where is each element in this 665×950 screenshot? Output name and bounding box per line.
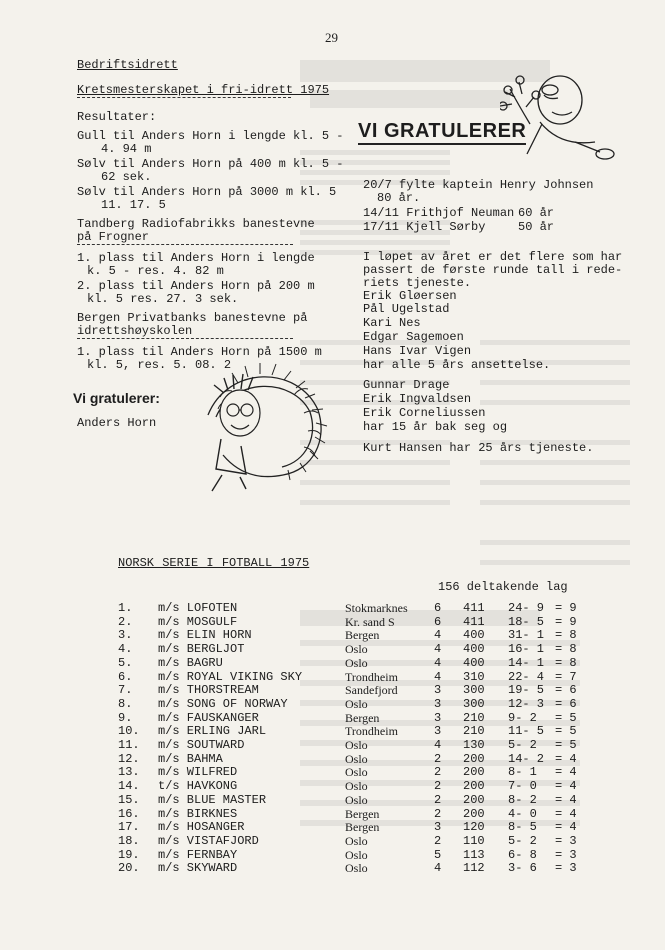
table-cell-w: 200 xyxy=(463,806,485,821)
championship-title: Kretsmesterskapet i fri-idrett 1975 xyxy=(77,83,330,97)
result-line: 62 sek. xyxy=(101,170,152,184)
table-cell-pts: = 4 xyxy=(555,779,577,794)
gratulerer-heading: Vi gratulerer: xyxy=(73,390,160,406)
table-cell-score: 4- 0 xyxy=(508,806,537,821)
table-cell-g: 3 xyxy=(434,710,442,725)
birthday-text: fylte kaptein Henry Johnsen xyxy=(399,178,594,192)
table-cell-score: 5- 2 xyxy=(508,833,537,848)
birthday-age: 50 år xyxy=(518,220,555,234)
employee-name: Kari Nes xyxy=(363,316,421,330)
table-cell-w: 300 xyxy=(463,696,485,711)
closing-line: Kurt Hansen har 25 års tjeneste. xyxy=(363,441,594,455)
table-cell-w: 200 xyxy=(463,779,485,794)
event2-title: Bergen Privatbanks banestevne på xyxy=(77,311,308,325)
table-cell-ship: m/s WILFRED xyxy=(158,765,238,780)
table-cell-pts: = 4 xyxy=(555,820,577,835)
table-cell-city: Sandefjord xyxy=(345,683,398,698)
table-cell-g: 2 xyxy=(434,779,442,794)
table-cell-g: 3 xyxy=(434,683,442,698)
table-cell-score: 14- 1 xyxy=(508,655,545,670)
table-cell-g: 6 xyxy=(434,614,442,629)
table-cell-w: 130 xyxy=(463,738,485,752)
table-cell-g: 3 xyxy=(434,696,442,711)
table-cell-score: 5- 2 xyxy=(508,738,537,752)
table-cell-g: 2 xyxy=(434,833,442,848)
table-cell-n: 13. xyxy=(118,765,140,780)
table-cell-n: 14. xyxy=(118,779,140,794)
table-cell-w: 310 xyxy=(463,669,485,684)
table-cell-n: 16. xyxy=(118,806,140,821)
table-cell-n: 12. xyxy=(118,751,140,766)
table-cell-city: Stokmarknes xyxy=(345,601,408,615)
table-cell-pts: = 5 xyxy=(555,710,577,725)
table-cell-g: 4 xyxy=(434,642,442,657)
table-cell-ship: m/s SKYWARD xyxy=(158,861,238,876)
event2-title xyxy=(77,324,293,339)
table-cell-ship: m/s ERLING JARL xyxy=(158,724,267,739)
birthday-item xyxy=(363,178,593,192)
table-cell-ship: m/s SOUTWARD xyxy=(158,738,245,752)
table-cell-n: 9. xyxy=(118,710,133,725)
table-cell-city: Oslo xyxy=(345,751,368,766)
table-cell-pts: = 8 xyxy=(555,655,577,670)
employee-name: Erik Corneliussen xyxy=(363,406,486,420)
table-cell-ship: m/s BAHMA xyxy=(158,751,223,766)
table-cell-g: 5 xyxy=(434,847,442,862)
table-cell-score: 7- 0 xyxy=(508,779,537,794)
table-cell-pts: = 3 xyxy=(555,833,577,848)
table-cell-w: 110 xyxy=(463,833,485,848)
result-line: 4. 94 m xyxy=(101,142,152,156)
birthday-age: 80 år. xyxy=(377,191,421,205)
table-cell-n: 10. xyxy=(118,724,140,739)
table-cell-g: 2 xyxy=(434,765,442,780)
table-cell-w: 400 xyxy=(463,642,485,657)
table-cell-score: 19- 5 xyxy=(508,683,545,698)
table-cell-ship: m/s ROYAL VIKING SKY xyxy=(158,669,303,684)
table-cell-w: 411 xyxy=(463,614,485,629)
result-line: 1. plass til Anders Horn på 1500 m xyxy=(77,345,322,359)
table-cell-n: 2. xyxy=(118,614,133,629)
intro-line: passert de første runde tall i rede- xyxy=(363,263,623,277)
table-cell-city: Oslo xyxy=(345,655,368,670)
table-cell-ship: m/s BLUE MASTER xyxy=(158,792,267,807)
table-cell-city: Bergen xyxy=(345,628,380,643)
title-dashes xyxy=(77,97,291,98)
intro-line: I løpet av året er det flere som har xyxy=(363,250,623,264)
participant-count: 156 deltakende lag xyxy=(438,580,568,594)
table-title: NORSK SERIE I FOTBALL 1975 xyxy=(118,556,310,570)
table-cell-pts: = 9 xyxy=(555,601,577,615)
result-line: Sølv til Anders Horn på 400 m kl. 5 - xyxy=(77,157,344,171)
birthday-item xyxy=(363,220,485,234)
result-line: 2. plass til Anders Horn på 200 m xyxy=(77,279,315,293)
table-cell-pts: = 3 xyxy=(555,847,577,862)
table-cell-w: 113 xyxy=(463,847,485,862)
tenure-line: har alle 5 års ansettelse. xyxy=(363,358,551,372)
table-cell-city: Oslo xyxy=(345,738,368,752)
result-line: 11. 17. 5 xyxy=(101,198,166,212)
table-cell-ship: m/s THORSTREAM xyxy=(158,683,259,698)
table-cell-score: 14- 2 xyxy=(508,751,545,766)
table-cell-n: 18. xyxy=(118,833,140,848)
table-cell-score: 3- 6 xyxy=(508,861,537,876)
table-cell-pts: = 8 xyxy=(555,628,577,643)
table-cell-g: 2 xyxy=(434,792,442,807)
table-cell-n: 7. xyxy=(118,683,133,698)
employee-name: Hans Ivar Vigen xyxy=(363,344,472,358)
table-cell-pts: = 6 xyxy=(555,696,577,711)
table-cell-score: 24- 9 xyxy=(508,601,545,615)
birthday-date: 20/7 xyxy=(363,178,392,192)
table-cell-ship: t/s HAVKONG xyxy=(158,779,238,794)
laurel-wreath-cartoon-icon xyxy=(188,355,333,495)
table-cell-pts: = 4 xyxy=(555,806,577,821)
table-cell-score: 9- 2 xyxy=(508,710,537,725)
table-cell-city: Oslo xyxy=(345,696,368,711)
table-cell-pts: = 7 xyxy=(555,669,577,684)
table-cell-n: 5. xyxy=(118,655,133,670)
table-cell-score: 16- 1 xyxy=(508,642,545,657)
table-cell-g: 4 xyxy=(434,861,442,876)
table-cell-g: 4 xyxy=(434,655,442,670)
table-cell-city: Trondheim xyxy=(345,724,398,739)
table-cell-g: 6 xyxy=(434,601,442,615)
table-cell-ship: m/s LOFOTEN xyxy=(158,601,238,615)
table-cell-w: 400 xyxy=(463,655,485,670)
birthday-text: Frithjof Neuman xyxy=(406,206,515,220)
table-cell-score: 8- 1 xyxy=(508,765,537,780)
table-cell-ship: m/s SONG OF NORWAY xyxy=(158,696,288,711)
table-cell-city: Oslo xyxy=(345,765,368,780)
table-cell-g: 3 xyxy=(434,724,442,739)
event1-title xyxy=(77,230,293,245)
table-cell-g: 3 xyxy=(434,820,442,835)
birthday-item xyxy=(363,206,514,220)
table-cell-n: 3. xyxy=(118,628,133,643)
table-cell-score: 6- 8 xyxy=(508,847,537,862)
table-cell-n: 11. xyxy=(118,738,140,752)
table-cell-score: 8- 5 xyxy=(508,820,537,835)
table-cell-w: 210 xyxy=(463,724,485,739)
result-line: Sølv til Anders Horn på 3000 m kl. 5 xyxy=(77,185,337,199)
birthday-text: Kjell Sørby xyxy=(406,220,486,234)
employee-name: Erik Ingvaldsen xyxy=(363,392,472,406)
table-cell-score: 12- 3 xyxy=(508,696,545,711)
tenure-line: har 15 år bak seg og xyxy=(363,420,508,434)
table-cell-g: 2 xyxy=(434,806,442,821)
table-cell-n: 4. xyxy=(118,642,133,657)
result-line: k. 5 - res. 4. 82 m xyxy=(87,264,224,278)
table-cell-score: 18- 5 xyxy=(508,614,545,629)
table-cell-city: Kr. sand S xyxy=(345,614,395,629)
table-cell-score: 22- 4 xyxy=(508,669,545,684)
table-cell-score: 8- 2 xyxy=(508,792,537,807)
table-cell-ship: m/s BIRKNES xyxy=(158,806,238,821)
birthday-age: 60 år xyxy=(518,206,555,220)
table-cell-pts: = 6 xyxy=(555,683,577,698)
table-cell-ship: m/s ELIN HORN xyxy=(158,628,252,643)
table-cell-w: 411 xyxy=(463,601,485,615)
table-cell-ship: m/s VISTAFJORD xyxy=(158,833,259,848)
table-cell-city: Bergen xyxy=(345,710,380,725)
table-cell-w: 200 xyxy=(463,765,485,780)
result-line: kl. 5 res. 27. 3 sek. xyxy=(87,292,239,306)
table-cell-city: Oslo xyxy=(345,792,368,807)
table-cell-g: 4 xyxy=(434,628,442,643)
event1-title: Tandberg Radiofabrikks banestevne xyxy=(77,217,315,231)
table-cell-city: Oslo xyxy=(345,642,368,657)
table-cell-ship: m/s HOSANGER xyxy=(158,820,245,835)
table-cell-score: 31- 1 xyxy=(508,628,545,643)
event2-venue: idrettshøyskolen xyxy=(77,324,193,338)
page-number: 29 xyxy=(325,30,338,45)
table-cell-n: 6. xyxy=(118,669,133,684)
table-cell-w: 400 xyxy=(463,628,485,643)
result-line: Gull til Anders Horn i lengde kl. 5 - xyxy=(77,129,344,143)
event1-venue: på Frogner xyxy=(77,230,150,244)
birthday-date: 14/11 xyxy=(363,206,400,220)
birthday-date: 17/11 xyxy=(363,220,400,234)
table-cell-score: 11- 5 xyxy=(508,724,545,739)
table-cell-n: 17. xyxy=(118,820,140,835)
table-cell-n: 19. xyxy=(118,847,140,862)
employee-name: Edgar Sagemoen xyxy=(363,330,464,344)
table-cell-n: 15. xyxy=(118,792,140,807)
table-cell-city: Oslo xyxy=(345,833,368,848)
table-cell-city: Oslo xyxy=(345,847,368,862)
employee-name: Pål Ugelstad xyxy=(363,302,450,316)
section-heading: Bedriftsidrett xyxy=(77,58,178,72)
table-cell-city: Oslo xyxy=(345,779,368,794)
gratulerer-name: Anders Horn xyxy=(77,416,157,430)
table-cell-pts: = 5 xyxy=(555,724,577,739)
result-line: kl. 5, res. 5. 08. 2 xyxy=(87,358,232,372)
table-cell-city: Oslo xyxy=(345,861,368,876)
table-cell-n: 8. xyxy=(118,696,133,711)
table-cell-w: 120 xyxy=(463,820,485,835)
table-cell-pts: = 9 xyxy=(555,614,577,629)
table-cell-pts: = 4 xyxy=(555,751,577,766)
table-cell-g: 4 xyxy=(434,669,442,684)
table-cell-g: 4 xyxy=(434,738,442,752)
table-cell-ship: m/s MOSGULF xyxy=(158,614,238,629)
celebrating-man-cartoon-icon xyxy=(500,62,620,162)
employee-name: Erik Gløersen xyxy=(363,289,457,303)
employee-name: Gunnar Drage xyxy=(363,378,450,392)
table-cell-n: 20. xyxy=(118,861,140,876)
table-cell-pts: = 4 xyxy=(555,792,577,807)
table-cell-w: 112 xyxy=(463,861,485,876)
table-cell-ship: m/s BAGRU xyxy=(158,655,223,670)
table-cell-ship: m/s FAUSKANGER xyxy=(158,710,259,725)
table-cell-city: Trondheim xyxy=(345,669,398,684)
table-cell-w: 210 xyxy=(463,710,485,725)
vi-gratulerer-heading: VI GRATULERER xyxy=(358,120,526,145)
table-cell-pts: = 8 xyxy=(555,642,577,657)
table-cell-ship: m/s BERGLJOT xyxy=(158,642,245,657)
table-cell-pts: = 5 xyxy=(555,738,577,752)
result-line: 1. plass til Anders Horn i lengde xyxy=(77,251,315,265)
table-cell-w: 200 xyxy=(463,751,485,766)
table-cell-city: Bergen xyxy=(345,806,380,821)
table-cell-w: 200 xyxy=(463,792,485,807)
table-cell-n: 1. xyxy=(118,601,133,615)
table-cell-ship: m/s FERNBAY xyxy=(158,847,238,862)
table-cell-w: 300 xyxy=(463,683,485,698)
table-cell-g: 2 xyxy=(434,751,442,766)
table-cell-city: Bergen xyxy=(345,820,380,835)
table-cell-pts: = 4 xyxy=(555,765,577,780)
table-cell-pts: = 3 xyxy=(555,861,577,876)
intro-line: riets tjeneste. xyxy=(363,276,472,290)
results-label: Resultater: xyxy=(77,110,157,124)
